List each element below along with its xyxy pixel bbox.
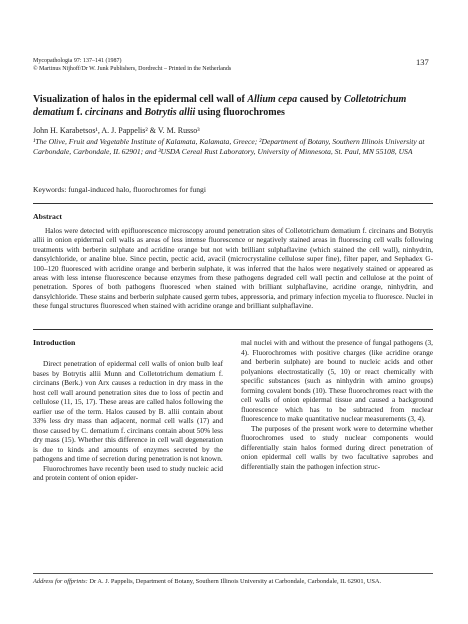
intro-paragraph-4: The purposes of the present work were to determine whether fluorochromes used to study nuclear components would differentially stain halos formed during direct penetration of onion epidermal cell walls by two facultative saprobes and differentially stain the pathogen infection struc-: [241, 423, 433, 471]
keywords-line: [33, 185, 433, 195]
page-number: 137: [416, 57, 429, 67]
footnote-rule: [33, 573, 433, 574]
left-column: [33, 338, 223, 483]
abstract-top-rule: [33, 203, 433, 204]
offprint-footnote: [33, 578, 433, 586]
abstract-heading: Abstract: [33, 212, 63, 221]
intro-paragraph-1: Direct penetration of epidermal cell walls of onion bulb leaf bases by Botrytis allii Munn and Colletotrichum dematium f. circinans (Berk.) von Arx causes a reduction in dry mass in the host cell wall around penetration sites due to loss of pectin and cellulose (11, 15, 17). These areas are called halos following the earlier use of the term. Halos caused by B. allii contain about 33% less dry mass than adjacent, normal cell walls (17) and those caused by C. dematium f. circinans contain about 50% less dry mass (15). Whether this difference in cell wall degeneration is due to kinds and amounts of enzymes secreted by the pathogens and time of secretion during penetration is not known.: [33, 359, 223, 463]
publisher-line: © Martinus Nijhoff/Dr W. Junk Publishers, Dordrecht – Printed in the Netherlands: [33, 66, 232, 72]
keywords-value: fungal-induced halo, fluorochromes for fungi: [68, 185, 206, 194]
article-title: Visualization of halos in the epidermal cell wall of Allium cepa caused by Colletotrichum dematium f. circinans and Botrytis allii using fluorochromes: [33, 94, 407, 118]
right-column: [241, 338, 433, 471]
footnote-label: Address for offprints:: [33, 578, 88, 585]
abstract-text: Halos were detected with epifluorescence microscopy around penetration sites of Colletotrichum dematium f. circinans and Botrytis allii in onion epidermal cell walls as areas of less intense fluorescence or negatively stained areas in fluorescing cell walls following treatments with berberin sulphate and acridine orange but not with brilliant sulphaflavine (which stained the cell wall), ninhydrin, dansylchloride, or analine blue. Since pectin, pectic acid, avacil (microcrystaline cellulose super fine), filter paper, and Sephadex G-100–120 fluoresced with acridine orange and berberin sulphate, it was inferred that the halos were negatively stained or appeared as areas with less intense fluorescence because enzymes from these pathogens degraded cell wall pectin and cellulose at the point of penetration. Spores of both pathogens fluoresced when stained with brilliant sulphaflavine, acridine orange, ninhydrin, and dansylchloride. These stains and berberin sulphate caused germ tubes, appressoria, and primary infection mycelia to fluoresce. Nuclei in these fungal structures fluoresced when stained with acridine orange and brilliant sulphaflavine.: [33, 226, 433, 311]
author-list: John H. Karabetsos¹, A. J. Pappelis² & V. M. Russo³: [33, 126, 200, 135]
introduction-heading: Introduction: [33, 338, 76, 347]
abstract-bottom-rule: [33, 329, 433, 330]
footnote-text: Dr A. J. Pappelis, Department of Botany, Southern Illinois University at Carbondale, Carbondale, IL 62901, USA.: [89, 578, 382, 585]
intro-paragraph-2: Fluorochromes have recently been used to study nucleic acid and protein content of onion epider-: [33, 463, 223, 482]
intro-paragraph-3: mal nuclei with and without the presence of fungal pathogens (3, 4). Fluorochromes with positive charges (like acridine orange and berberin sulphate) are bound to nucleic acids and other polyanions electrostatically (5, 10) or react chemically with specific substances (such as ninhydrin with amino groups) forming covalent bonds (10). These fluorochromes react with the cell walls of onion epidermal tissue and caused a background fluorescence which has to be subtracted from nuclear fluorescence to make quantitative nuclear measurements (3, 4).: [241, 338, 433, 423]
keywords-label: Keywords:: [33, 185, 67, 194]
journal-header: [33, 57, 231, 73]
journal-citation: Mycopathologia 97: 137–141 (1987): [33, 58, 122, 64]
affiliations: ¹The Olive, Fruit and Vegetable Institute of Kalamata, Kalamata, Greece; ²Department of Botany, Southern Illinois University at Carbondale, Carbondale, IL 62901; and ³USDA Cereal Rust Laboratory, University of Minnesota, St. Paul, MN 55108, USA: [33, 137, 425, 156]
